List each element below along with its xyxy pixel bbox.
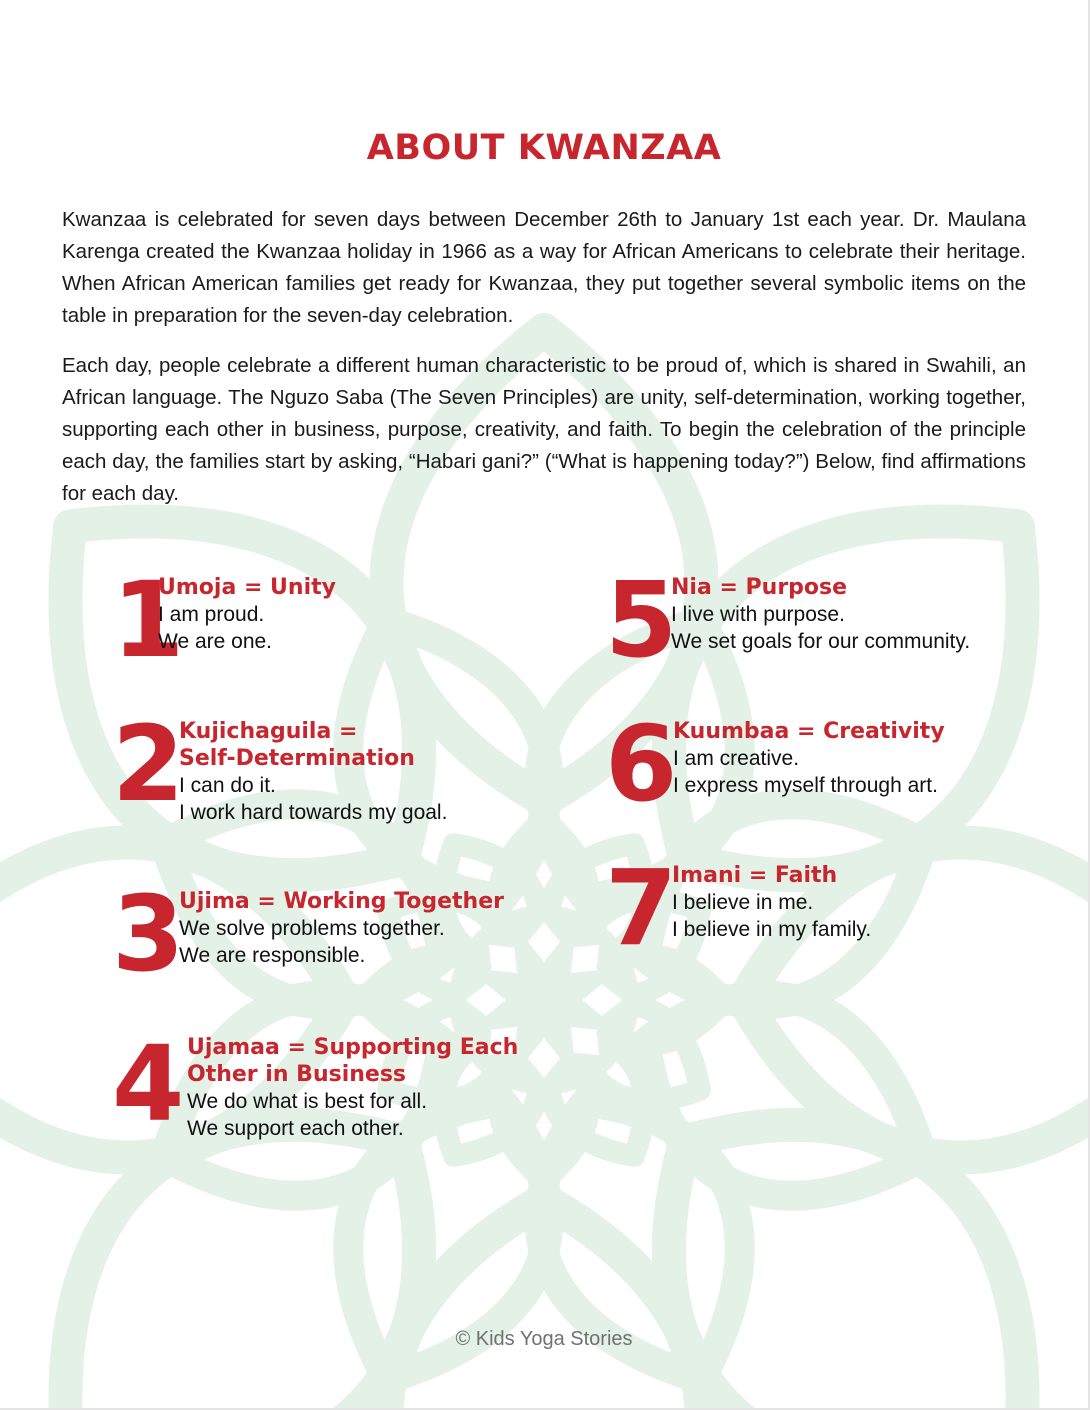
principle-number: 7 <box>605 847 674 969</box>
intro-paragraph-1: Kwanzaa is celebrated for seven days between December 26th to January 1st each year. Dr. Maulana Karenga created the Kwanzaa holiday in 1966 as a way for African Americans to celebrate their heritage. When African American families get ready for Kwanzaa, they put together several symbolic items on the table in preparation for the seven-day celebration. <box>62 208 1026 327</box>
principle-name: Ujima = Working Together <box>179 889 504 914</box>
principle-name: Ujamaa = Supporting Each <box>187 1035 519 1060</box>
principle-affirmation: We solve problems together. <box>179 917 445 940</box>
principle-name: Kuumbaa = Creativity <box>673 719 945 744</box>
principle-affirmation: I can do it. <box>179 774 276 797</box>
principle-affirmation: We support each other. <box>187 1117 404 1140</box>
principle-number: 3 <box>112 873 181 995</box>
principle-affirmation: We set goals for our community. <box>671 630 971 653</box>
intro-paragraph-2: Each day, people celebrate a different human characteristic to be proud of, which is shared in Swahili, an African language. The Nguzo Saba (The Seven Principles) are unity, self-determination, working together, supporting each other in business, purpose, creativity, and faith. To begin the celebration of the principle each day, the families start by asking, “Habari gani?” (“What is happening today?”) Below, find affirmations for each day. <box>62 354 1026 505</box>
principle-affirmation: We do what is best for all. <box>187 1090 428 1113</box>
principle-number: 5 <box>605 559 674 681</box>
principle-affirmation: I express myself through art. <box>673 774 938 797</box>
principle-affirmation: I believe in my family. <box>672 918 872 941</box>
page-title: ABOUT KWANZAA <box>366 128 722 168</box>
copyright-footer: © Kids Yoga Stories <box>455 1328 633 1350</box>
principle-number: 4 <box>112 1023 181 1145</box>
principle-affirmation: We are responsible. <box>179 944 366 967</box>
principle-name: Imani = Faith <box>672 863 838 888</box>
principle-name-continued: Self-Determination <box>179 746 415 771</box>
principle-name: Umoja = Unity <box>158 575 336 600</box>
principle-name: Kujichaguila = <box>179 719 358 744</box>
principle-affirmation: I live with purpose. <box>671 603 845 626</box>
principle-number: 1 <box>112 559 181 681</box>
principle-affirmation: We are one. <box>158 630 273 653</box>
principle-number: 2 <box>112 703 181 825</box>
principle-affirmation: I work hard towards my goal. <box>179 801 448 824</box>
principle-number: 6 <box>605 703 674 825</box>
principle-name-continued: Other in Business <box>187 1062 407 1087</box>
principle-affirmation: I am proud. <box>158 603 265 626</box>
principle-name: Nia = Purpose <box>671 575 848 600</box>
principle-affirmation: I am creative. <box>673 747 800 770</box>
principle-affirmation: I believe in me. <box>672 891 814 914</box>
